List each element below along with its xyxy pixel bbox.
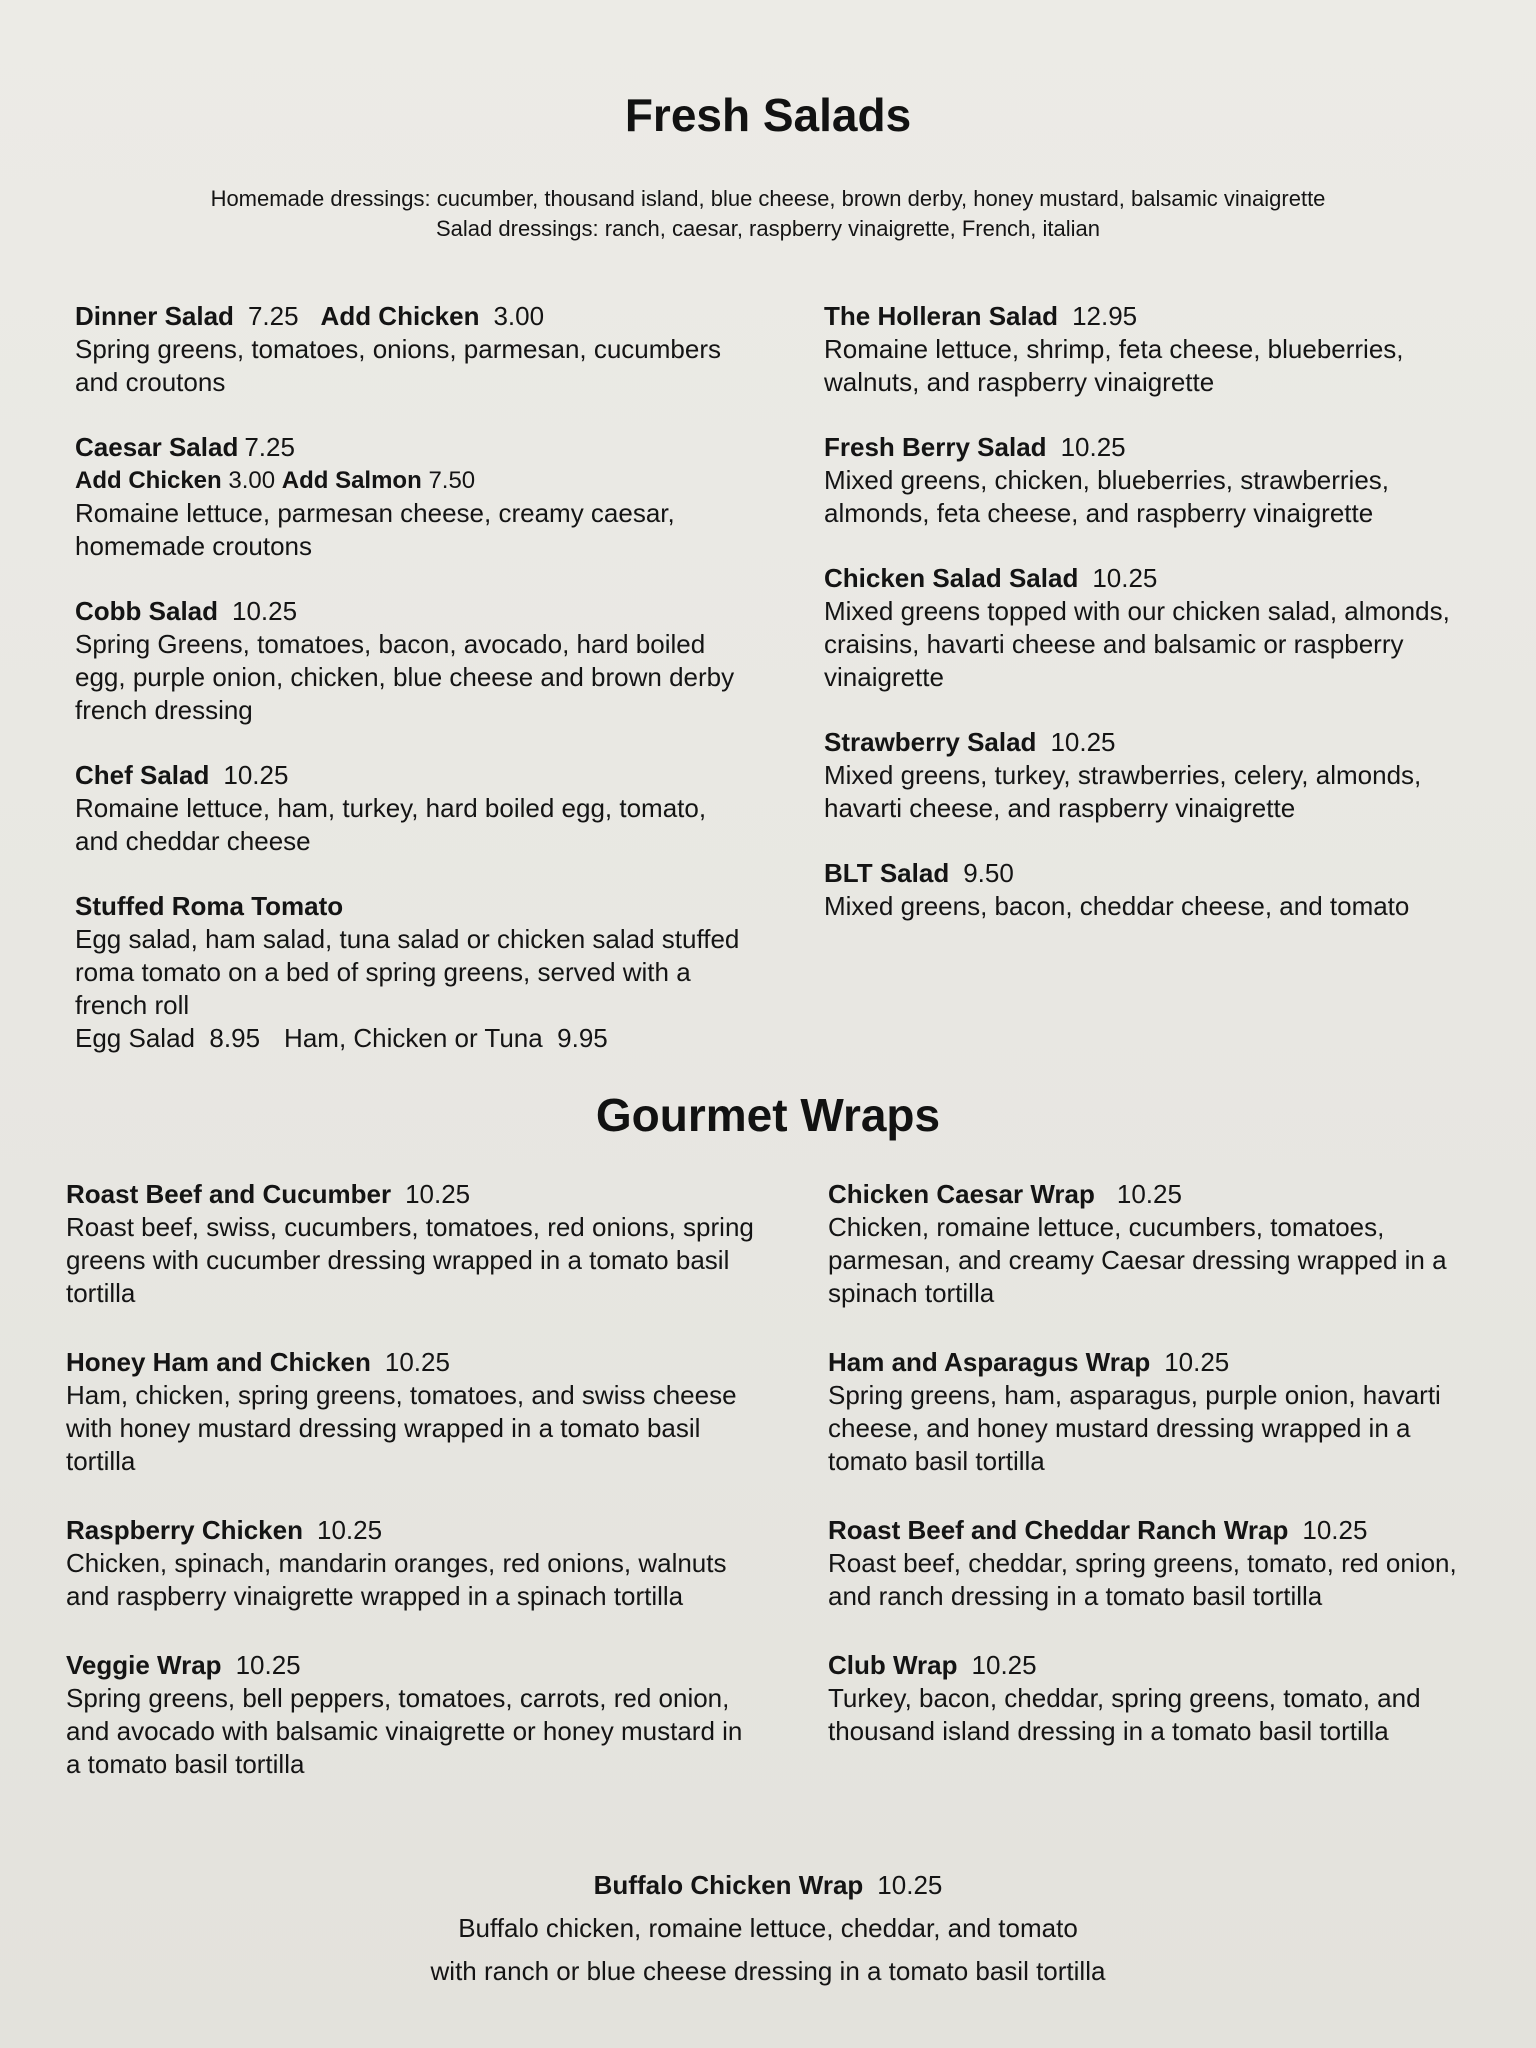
item-name: Chicken Salad Salad bbox=[824, 563, 1079, 593]
item-price: 10.25 bbox=[877, 1870, 943, 1900]
salads-left-column bbox=[75, 300, 755, 1087]
price-option: Ham, Chicken or Tuna 9.95 bbox=[284, 1023, 608, 1053]
item-name: Buffalo Chicken Wrap bbox=[593, 1870, 864, 1900]
item-description: Mixed greens, chicken, blueberries, strawberries, almonds, feta cheese, and raspberry vinaigrette bbox=[824, 465, 1390, 528]
item-description: Buffalo chicken, romaine lettuce, cheddar, and tomato bbox=[458, 1913, 1078, 1943]
menu-item bbox=[824, 431, 1484, 530]
add-on-name: Add Chicken bbox=[75, 467, 222, 494]
item-description: Mixed greens, bacon, cheddar cheese, and tomato bbox=[824, 891, 1410, 921]
item-name: Veggie Wrap bbox=[66, 1650, 222, 1680]
item-name: Fresh Berry Salad bbox=[824, 432, 1047, 462]
item-description: Romaine lettuce, ham, turkey, hard boiled egg, tomato, and cheddar cheese bbox=[75, 793, 707, 856]
item-name: Raspberry Chicken bbox=[66, 1515, 303, 1545]
item-name: Chicken Caesar Wrap bbox=[828, 1179, 1095, 1209]
item-price: 10.25 bbox=[971, 1650, 1037, 1680]
item-description: Spring greens, tomatoes, onions, parmesan, cucumbers and croutons bbox=[75, 334, 722, 397]
item-description: Romaine lettuce, parmesan cheese, creamy caesar, homemade croutons bbox=[75, 498, 675, 561]
item-price: 10.25 bbox=[405, 1179, 471, 1209]
item-description: Chicken, romaine lettuce, cucumbers, tomatoes, parmesan, and creamy Caesar dressing wrapped in a spinach tortilla bbox=[828, 1212, 1447, 1308]
item-price: 10.25 bbox=[1116, 1179, 1182, 1209]
item-price: 7.25 bbox=[247, 301, 299, 331]
menu-item bbox=[75, 759, 755, 858]
menu-item bbox=[66, 1649, 756, 1781]
menu-item bbox=[75, 595, 755, 727]
item-description: Spring greens, ham, asparagus, purple onion, havarti cheese, and honey mustard dressing wrapped in a tomato basil tortilla bbox=[828, 1380, 1441, 1476]
item-price: 10.25 bbox=[1164, 1347, 1230, 1377]
item-name: Caesar Salad bbox=[75, 432, 239, 462]
item-price: 7.25 bbox=[244, 432, 295, 462]
item-description: Egg salad, ham salad, tuna salad or chicken salad stuffed roma tomato on a bed of spring greens, served with a french roll bbox=[75, 924, 740, 1020]
item-price: 10.25 bbox=[232, 596, 298, 626]
item-name: Ham and Asparagus Wrap bbox=[828, 1347, 1151, 1377]
homemade-dressings: Homemade dressings: cucumber, thousand island, blue cheese, brown derby, honey mustard, balsamic vinaigrette bbox=[210, 186, 1326, 211]
menu-item bbox=[75, 431, 755, 563]
menu-item bbox=[828, 1178, 1488, 1310]
item-name: Dinner Salad bbox=[75, 301, 234, 331]
item-description: Roast beef, cheddar, spring greens, tomato, red onion, and ranch dressing in a tomato basil tortilla bbox=[828, 1548, 1457, 1611]
wraps-left-column bbox=[66, 1178, 756, 1813]
item-description: Ham, chicken, spring greens, tomatoes, and swiss cheese with honey mustard dressing wrapped in a tomato basil tortilla bbox=[66, 1380, 737, 1476]
menu-item bbox=[75, 300, 755, 399]
menu-item bbox=[824, 726, 1484, 825]
item-name: BLT Salad bbox=[824, 858, 950, 888]
menu-item-centered bbox=[0, 1864, 1536, 1993]
item-description: Romaine lettuce, shrimp, feta cheese, blueberries, walnuts, and raspberry vinaigrette bbox=[824, 334, 1404, 397]
item-price: 10.25 bbox=[235, 1650, 301, 1680]
wraps-right-column bbox=[828, 1178, 1488, 1780]
add-on-price: 7.50 bbox=[428, 467, 476, 494]
menu-item bbox=[75, 890, 755, 1055]
menu-item bbox=[66, 1178, 756, 1310]
salad-dressings: Salad dressings: ranch, caesar, raspberry vinaigrette, French, italian bbox=[436, 216, 1100, 241]
item-name: Chef Salad bbox=[75, 760, 210, 790]
item-name: Roast Beef and Cheddar Ranch Wrap bbox=[828, 1515, 1289, 1545]
menu-item bbox=[824, 300, 1484, 399]
item-price: 10.25 bbox=[1302, 1515, 1368, 1545]
item-price: 9.50 bbox=[963, 858, 1014, 888]
menu-item bbox=[828, 1649, 1488, 1748]
menu-item bbox=[828, 1346, 1488, 1478]
item-name: Cobb Salad bbox=[75, 596, 219, 626]
menu-item bbox=[824, 562, 1484, 694]
item-description: Roast beef, swiss, cucumbers, tomatoes, red onions, spring greens with cucumber dressing wrapped in a tomato basil tortilla bbox=[66, 1212, 754, 1308]
item-name: The Holleran Salad bbox=[824, 301, 1059, 331]
add-on-price: 3.00 bbox=[228, 467, 276, 494]
item-price: 10.25 bbox=[1060, 432, 1126, 462]
item-name: Honey Ham and Chicken bbox=[66, 1347, 371, 1377]
item-price: 10.25 bbox=[1092, 563, 1158, 593]
add-on-name: Add Salmon bbox=[281, 467, 422, 494]
add-on-line bbox=[75, 464, 755, 497]
item-price: 10.25 bbox=[223, 760, 289, 790]
add-on-price: 3.00 bbox=[493, 301, 545, 331]
item-description: with ranch or blue cheese dressing in a tomato basil tortilla bbox=[430, 1956, 1106, 1986]
menu-item bbox=[824, 857, 1484, 923]
menu-item bbox=[66, 1346, 756, 1478]
menu-item bbox=[828, 1514, 1488, 1613]
price-option: Egg Salad 8.95 bbox=[75, 1023, 261, 1053]
dressings-info bbox=[0, 184, 1536, 244]
item-description: Mixed greens topped with our chicken salad, almonds, craisins, havarti cheese and balsamic or raspberry vinaigrette bbox=[824, 596, 1450, 692]
item-description: Mixed greens, turkey, strawberries, celery, almonds, havarti cheese, and raspberry vinaigrette bbox=[824, 760, 1422, 823]
item-name: Stuffed Roma Tomato bbox=[75, 891, 344, 921]
add-on-name: Add Chicken bbox=[320, 301, 480, 331]
item-description: Turkey, bacon, cheddar, spring greens, tomato, and thousand island dressing in a tomato basil tortilla bbox=[828, 1683, 1421, 1746]
menu-item bbox=[66, 1514, 756, 1613]
item-name: Roast Beef and Cucumber bbox=[66, 1179, 392, 1209]
item-price: 10.25 bbox=[1050, 727, 1116, 757]
item-price: 10.25 bbox=[316, 1515, 383, 1545]
item-price: 10.25 bbox=[384, 1347, 450, 1377]
section-title-salads: Fresh Salads bbox=[624, 89, 912, 141]
price-options bbox=[75, 1022, 755, 1055]
item-name: Club Wrap bbox=[828, 1650, 958, 1680]
item-description: Spring Greens, tomatoes, bacon, avocado, hard boiled egg, purple onion, chicken, blue cheese and brown derby french dressing bbox=[75, 629, 735, 725]
item-description: Chicken, spinach, mandarin oranges, red onions, walnuts and raspberry vinaigrette wrapped in a spinach tortilla bbox=[66, 1548, 727, 1611]
item-price: 12.95 bbox=[1072, 301, 1138, 331]
item-name: Strawberry Salad bbox=[824, 727, 1037, 757]
section-title-wraps: Gourmet Wraps bbox=[595, 1089, 941, 1141]
salads-right-column bbox=[824, 300, 1484, 955]
item-description: Spring greens, bell peppers, tomatoes, carrots, red onion, and avocado with balsamic vinaigrette or honey mustard in a tomato basil tortilla bbox=[66, 1683, 743, 1779]
